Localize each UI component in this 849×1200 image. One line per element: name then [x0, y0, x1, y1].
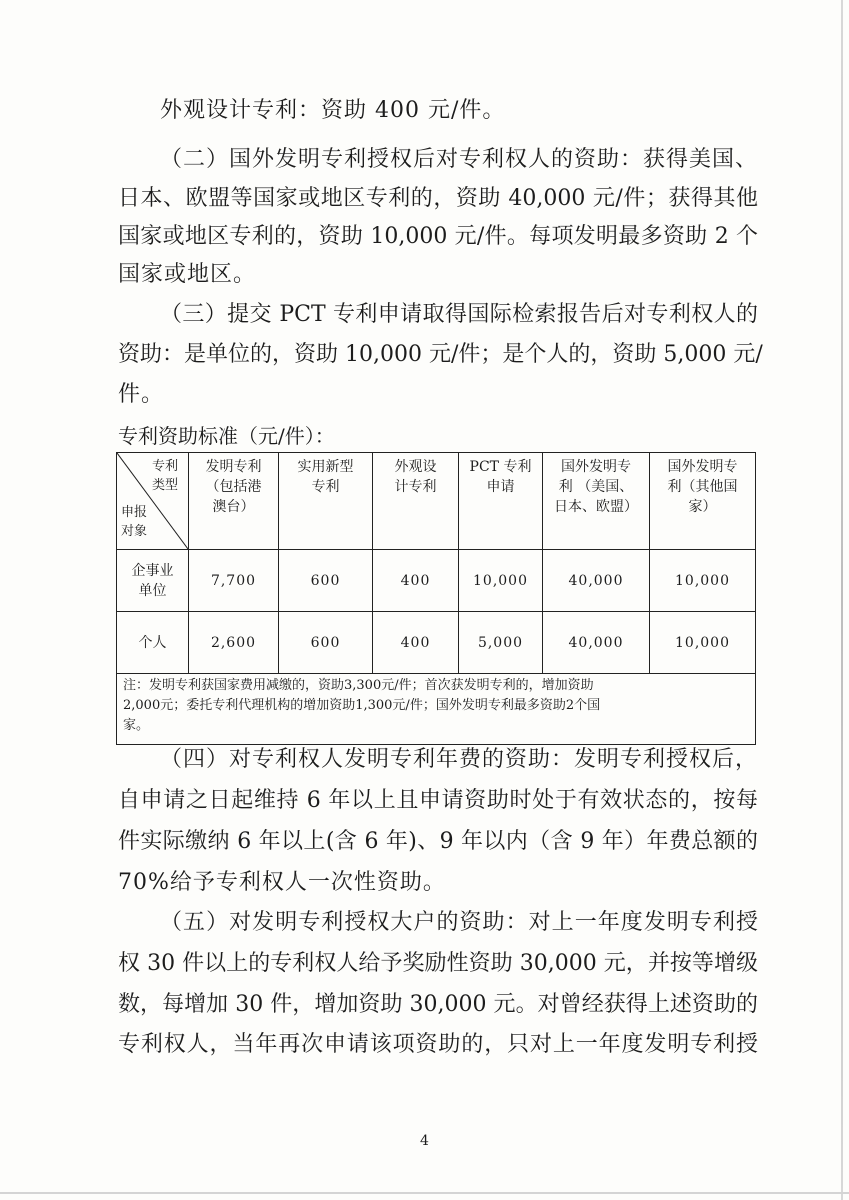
column-header: 实用新型 专利 — [279, 453, 373, 550]
table-cell: 600 — [279, 550, 373, 612]
table-row — [117, 550, 756, 612]
table-cell: 2,600 — [189, 612, 279, 674]
table-cell: 600 — [279, 612, 373, 674]
table-cell: 7,700 — [189, 550, 279, 612]
table-cell: 10,000 — [650, 612, 756, 674]
table-cell: 10,000 — [650, 550, 756, 612]
table-row — [117, 612, 756, 674]
paragraph-line: 资助：是单位的，资助 10,000 元/件；是个人的，资助 5,000 元/ — [118, 342, 763, 367]
column-header: 发明专利 （包括港 澳台） — [189, 453, 279, 550]
paragraph-line: （四）对专利权人发明专利年费的资助：发明专利授权后， — [160, 747, 759, 772]
paragraph-line: （三）提交 PCT 专利申请取得国际检索报告后对专利权人的 — [160, 302, 758, 327]
table-cell: 10,000 — [459, 550, 543, 612]
table-cell: 400 — [373, 550, 459, 612]
column-header: PCT 专利 申请 — [459, 453, 543, 550]
paragraph-line: 70%给予专利权人一次性资助。 — [118, 870, 446, 895]
column-header: 国外发明专 利（其他国 家） — [650, 453, 756, 550]
table-cell: 5,000 — [459, 612, 543, 674]
paragraph-line: 国家或地区。 — [118, 262, 257, 287]
row-label: 企事业 单位 — [117, 550, 189, 612]
paragraph-line: 专利权人，当年再次申请该项资助的，只对上一年度发明专利授 — [118, 1032, 758, 1057]
paragraph-line: 权 30 件以上的专利权人给予奖励性资助 30,000 元，并按等增级 — [118, 951, 758, 976]
corner-label-type: 专利 类型 — [151, 459, 178, 493]
table-cell: 400 — [373, 612, 459, 674]
paragraph-line: 外观设计专利：资助 400 元/件。 — [160, 98, 506, 123]
paragraph-line: 数，每增加 30 件，增加资助 30,000 元。对曾经获得上述资助的 — [118, 992, 758, 1017]
row-label: 个人 — [117, 612, 189, 674]
paragraph-line: 件实际缴纳 6 年以上(含 6 年)、9 年以内（含 9 年）年费总额的 — [118, 829, 758, 854]
table-header-row — [117, 453, 756, 550]
page-number: 4 — [420, 1133, 429, 1149]
paragraph-line: （二）国外发明专利授权后对专利权人的资助：获得美国、 — [160, 147, 759, 172]
paragraph-line: 件。 — [118, 382, 165, 407]
subsidy-table — [116, 452, 756, 745]
table-cell: 40,000 — [543, 612, 650, 674]
table-note-row — [117, 674, 756, 745]
paragraph-line: 自申请之日起维持 6 年以上且申请资助时处于有效状态的，按每 — [118, 788, 758, 813]
table-caption: 专利资助标准（元/件）： — [118, 424, 335, 448]
table-corner-cell — [117, 453, 189, 550]
column-header: 国外发明专 利 （美国、 日本、欧盟） — [543, 453, 650, 550]
corner-label-applicant: 申报 对象 — [121, 505, 148, 539]
table-cell: 40,000 — [543, 550, 650, 612]
column-header: 外观设 计专利 — [373, 453, 459, 550]
paragraph-line: 日本、欧盟等国家或地区专利的，资助 40,000 元/件；获得其他 — [118, 186, 758, 211]
table-note: 注：发明专利获国家费用减缴的，资助3,300元/件；首次获发明专利的，增加资助 2,000元；委托专利代理机构的增加资助1,300元/件；国外发明专利最多资助2个国 家。 — [117, 674, 756, 745]
paragraph-line: （五）对发明专利授权大户的资助：对上一年度发明专利授 — [160, 910, 758, 935]
paragraph-line: 国家或地区专利的，资助 10,000 元/件。每项发明最多资助 2 个 — [118, 224, 758, 249]
